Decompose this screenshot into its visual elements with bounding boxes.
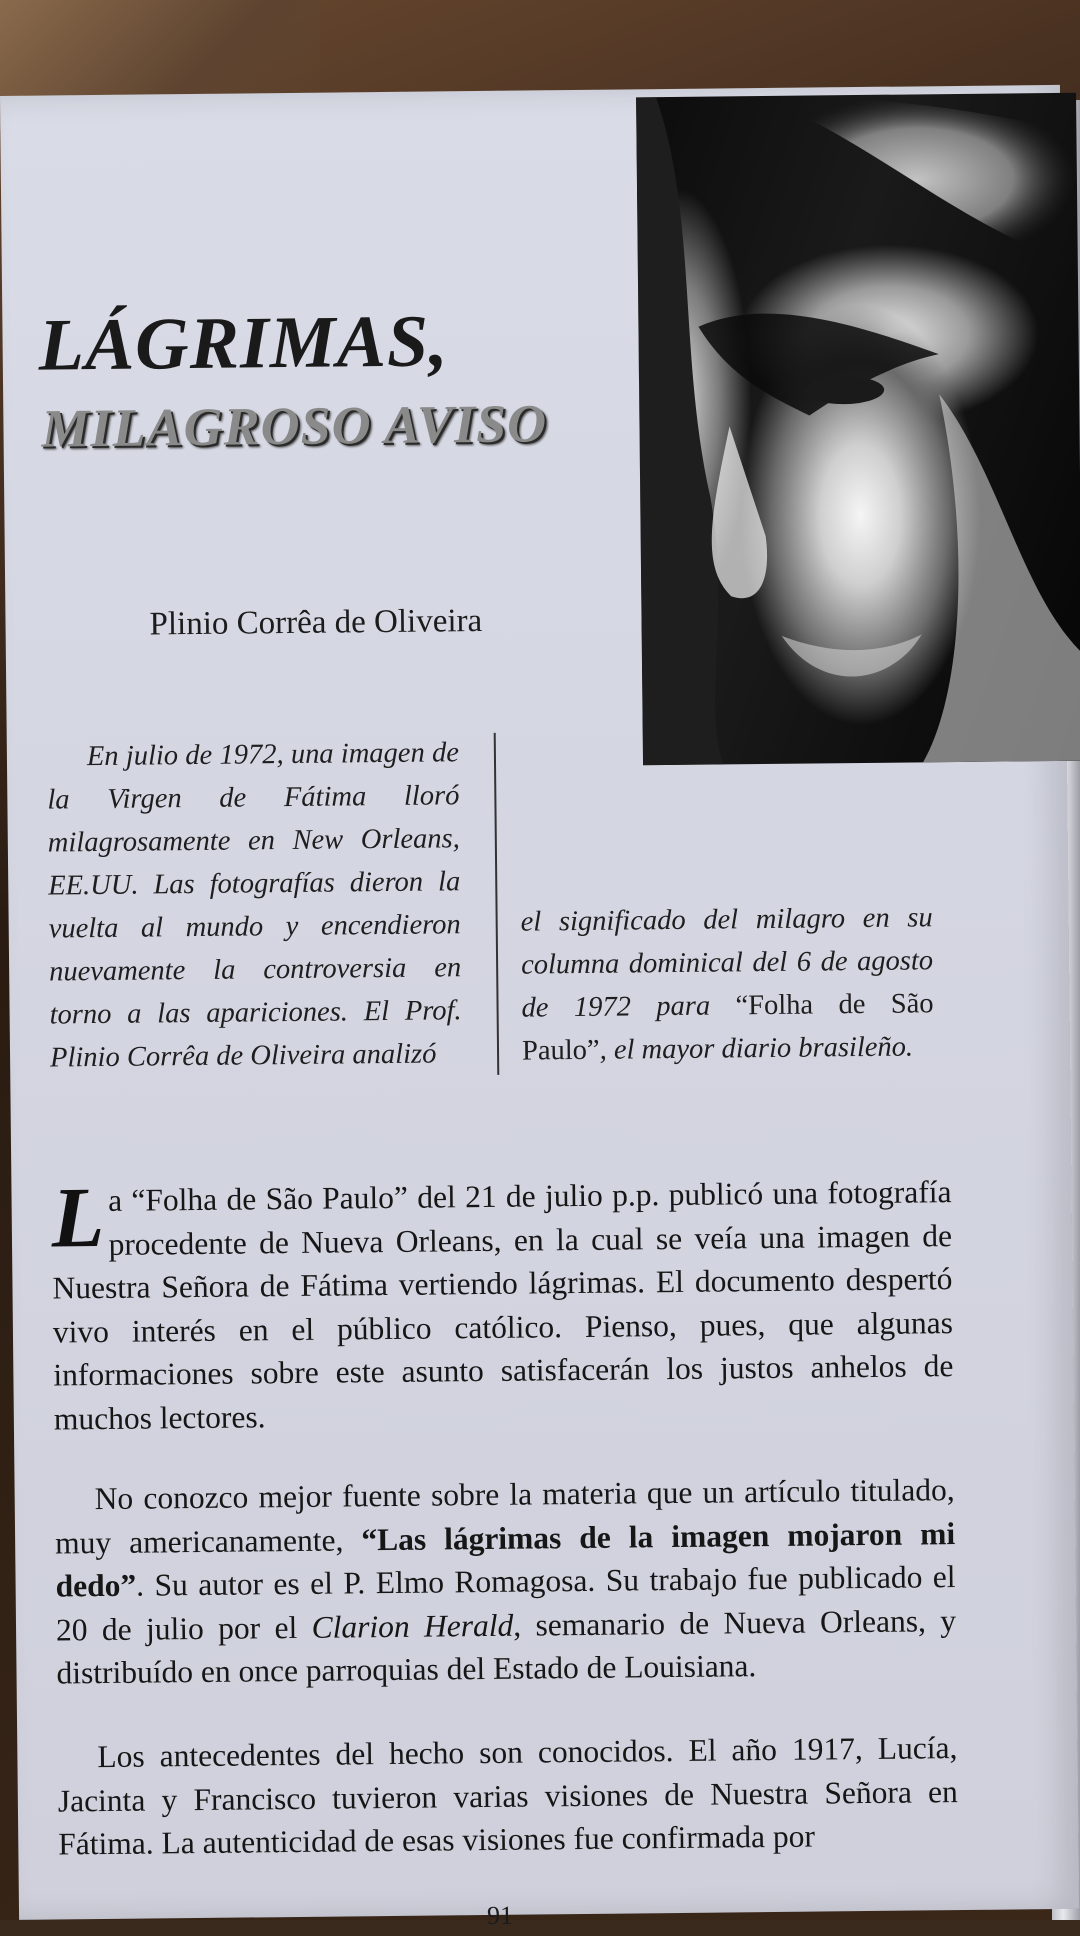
- paragraph-2-part3: , semanario de Nueva Orleans, y distribuído en once parroquias del Estado de Louisiana.: [56, 1602, 957, 1691]
- intro-right-part2: , el mayor diario brasileño.: [599, 1031, 914, 1066]
- body-paragraph-1: [51, 1170, 954, 1440]
- author-name: Plinio Corrêa de Oliveira: [149, 602, 483, 643]
- body-paragraph-3: Los antecedentes del hecho son conocidos. El año 1917, Lucía, Jacinta y Francisco tuvieron varias visiones de Nuestra Señora en Fátima. La autenticidad de esas visiones fue confirmada por: [57, 1730, 958, 1862]
- intro-text-left: En julio de 1972, una imagen de la Virgen de Fátima lloró milagrosamente en New Orleans, EE.UU. Las fotografías dieron la vuelta al mundo y encendieron nuevamente la controversia en torno a las apariciones. El Prof. Plinio Corrêa de Oliveira analizó: [47, 737, 462, 1074]
- newspaper-name: Clarion Herald: [311, 1607, 514, 1645]
- article-subtitle: MILAGROSO AVISO: [41, 393, 548, 459]
- body-paragraph-2: [54, 1468, 956, 1695]
- article-quote-title: “Las lágrimas de la imagen mojaron mi dedo”: [55, 1515, 956, 1604]
- intro-text-right: [520, 896, 934, 1072]
- photo-shading: [636, 93, 1080, 766]
- book-page: [0, 85, 1079, 1930]
- paragraph-1-text: a “Folha de São Paulo” del 21 de julio p.p. publicó una fotografía procedente de Nueva Orleans, en la cual se veía una imagen de Nuestra Señora de Fátima vertiendo lágrimas. El documento despertó vivo interés en el público católico. Pienso, pues, que algunas informaciones sobre este asunto satisfacerán los justos anhelos de muchos lectores.: [52, 1174, 954, 1437]
- intro-right-part1: el significado del milagro en su columna dominical del 6 de agosto de 1972 para: [520, 902, 934, 1024]
- column-divider: [494, 733, 500, 1075]
- virgin-face-photo: [636, 93, 1080, 766]
- page-number: 91: [486, 1900, 514, 1930]
- drop-cap: L: [51, 1168, 105, 1266]
- paragraph-2-part1: No conozco mejor fuente sobre la materia que un artículo titulado, muy americanamente,: [54, 1472, 955, 1561]
- intro-newspaper-name: “Folha de São Paulo”: [521, 988, 934, 1067]
- paragraph-2-part2: . Su autor es el P. Elmo Romagosa. Su trabajo fue publicado el 20 de julio por el: [55, 1559, 956, 1647]
- article-title: LÁGRIMAS,: [38, 300, 449, 387]
